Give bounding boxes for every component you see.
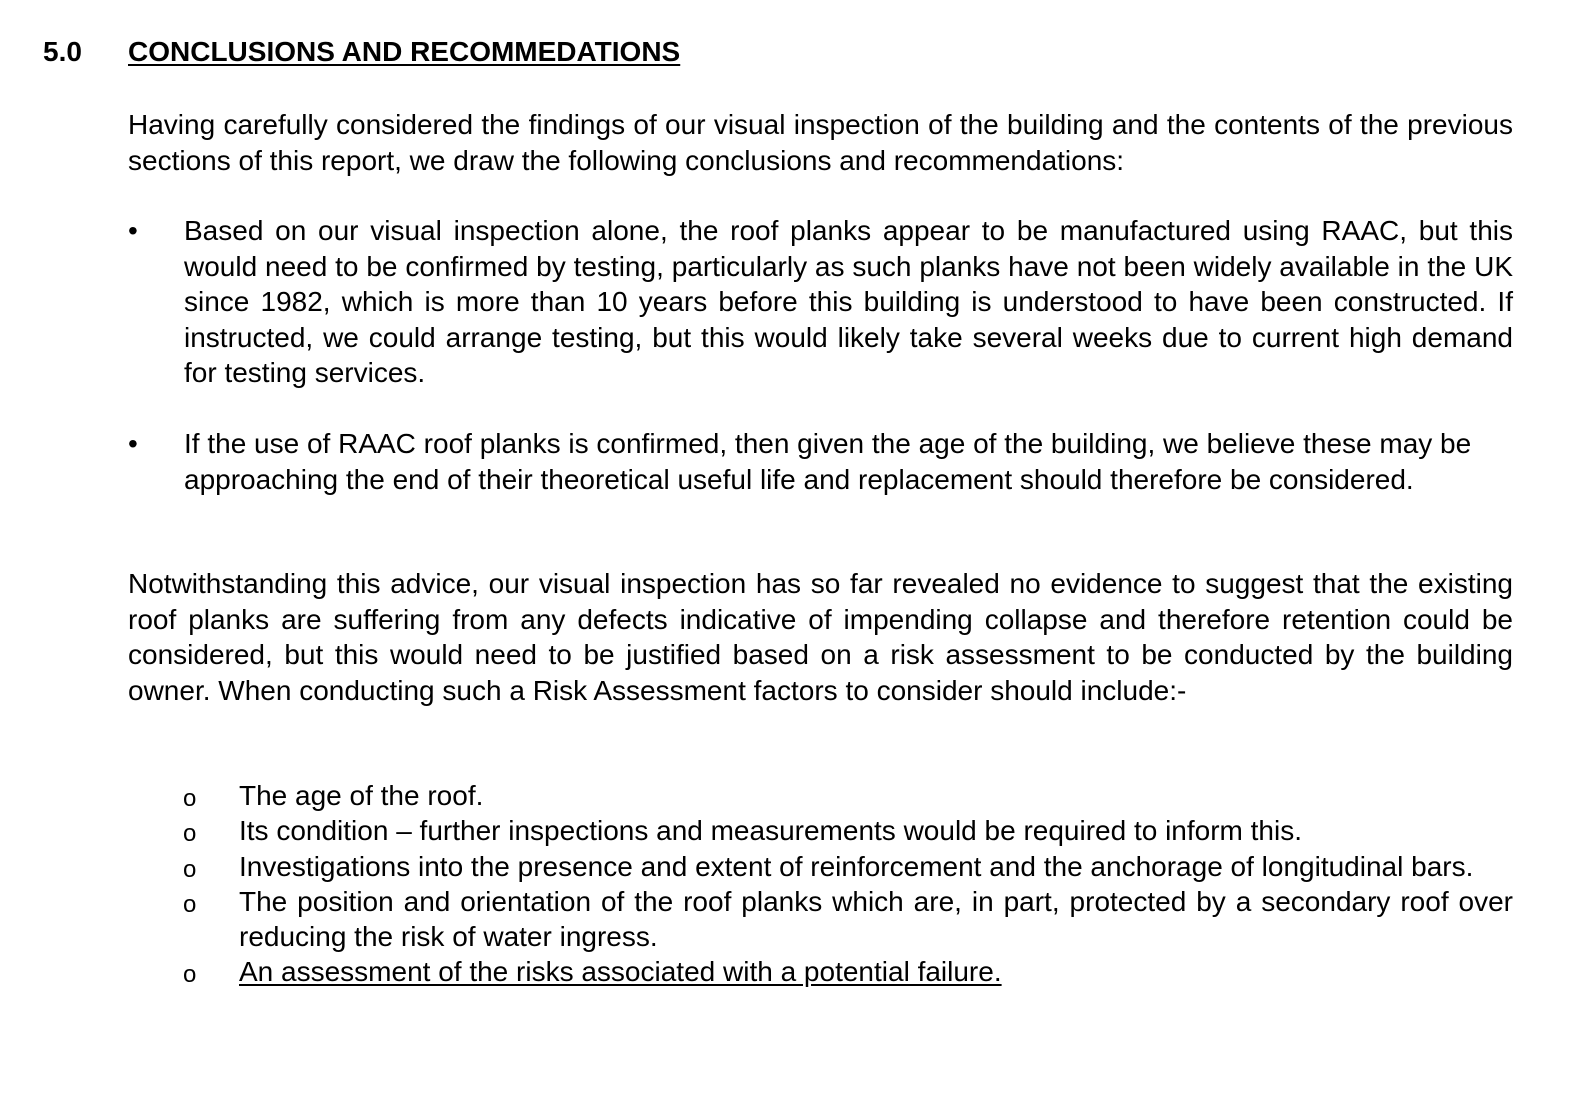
section-number: 5.0 bbox=[43, 36, 82, 67]
bullet-marker: • bbox=[128, 215, 138, 246]
bullet-text: Based on our visual inspection alone, the roof planks appear to be manufactured using RAAC, but this would need to be confirmed by testing, particularly as such planks have not been widely available in the UK since 1982, which is more than 10 years before this building is understood to have been constructed. If instructed, we could arrange testing, but this would likely take several weeks due to current high demand for testing services. bbox=[184, 215, 1513, 388]
risk-factor-text: An assessment of the risks associated with a potential failure. bbox=[239, 956, 1002, 988]
risk-factor-text: The age of the roof. bbox=[239, 780, 484, 811]
circle-bullet-marker: o bbox=[183, 890, 197, 918]
risk-factor-item bbox=[183, 884, 1513, 955]
circle-bullet-marker: o bbox=[183, 820, 197, 848]
bullet-text: If the use of RAAC roof planks is confirmed, then given the age of the building, we believe these may be approaching the end of their theoretical useful life and replacement should therefore be considered. bbox=[184, 428, 1472, 495]
circle-bullet-marker: o bbox=[183, 785, 197, 812]
risk-factor-text: Its condition – further inspections and measurements would be required to inform this. bbox=[239, 815, 1303, 847]
intro-paragraph: Having carefully considered the findings of our visual inspection of the building and the contents of the previous sections of this report, we draw the following conclusions and recommendations: bbox=[128, 109, 1513, 176]
circle-bullet-marker: o bbox=[183, 855, 197, 883]
bullet-marker: • bbox=[128, 428, 138, 459]
risk-factor-item bbox=[183, 813, 1513, 848]
risk-factors-list bbox=[183, 778, 1513, 990]
risk-factor-text: Investigations into the presence and extent of reinforcement and the anchorage of longitudinal bars. bbox=[239, 850, 1474, 882]
notwithstanding-paragraph: Notwithstanding this advice, our visual inspection has so far revealed no evidence to suggest that the existing roof planks are suffering from any defects indicative of impending collapse and therefore retention could be considered, but this would need to be justified based on a risk assessment to be conducted by the building owner. When conducting such a Risk Assessment factors to consider should include:- bbox=[128, 568, 1513, 706]
section-title: CONCLUSIONS AND RECOMMEDATIONS bbox=[128, 36, 681, 67]
risk-factor-item bbox=[183, 849, 1513, 884]
risk-factor-text: The position and orientation of the roof planks which are, in part, protected by a secondary roof over reducing the risk of water ingress. bbox=[239, 885, 1513, 953]
circle-bullet-marker: o bbox=[183, 961, 197, 989]
risk-factor-item bbox=[183, 954, 1513, 989]
risk-factor-item bbox=[183, 778, 1513, 813]
